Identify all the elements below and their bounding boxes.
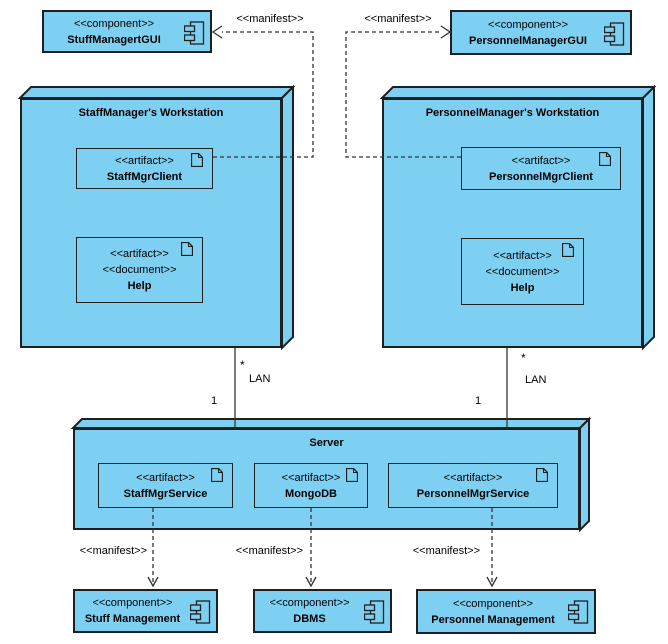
- manifest-arrowhead: [306, 577, 316, 586]
- artifact-staffmgrclient[interactable]: [76, 148, 213, 189]
- lan-right-multiplicity-workstation: *: [521, 351, 526, 365]
- document-icon: [211, 468, 223, 482]
- node-title: PersonnelManager's Workstation: [425, 107, 600, 119]
- component-dbms[interactable]: [253, 589, 392, 633]
- component-personnel-management[interactable]: [416, 589, 596, 634]
- component-icon: [568, 600, 589, 625]
- manifest-label-bottom-2: <<manifest>>: [235, 545, 303, 557]
- component-name-label: StuffManagertGUI: [67, 33, 161, 46]
- artifact-stereotype-label: <<artifact>>: [115, 154, 174, 167]
- artifact-stereotype-label: <<artifact>>: [136, 471, 195, 484]
- node-title: StaffManager's Workstation: [78, 107, 224, 119]
- workstation-right-node-top-face[interactable]: [382, 87, 654, 98]
- manifest-label-top-left: <<manifest>>: [236, 13, 304, 25]
- artifact-personnelmgrservice[interactable]: [388, 463, 558, 508]
- component-icon: [604, 22, 625, 47]
- artifact-help-left[interactable]: [76, 237, 203, 303]
- artifact-help-right[interactable]: [461, 238, 584, 305]
- artifact-mongodb[interactable]: [254, 463, 368, 508]
- artifact-name-label: PersonnelMgrService: [416, 487, 530, 500]
- component-name-label: DBMS: [293, 613, 326, 625]
- document-stereotype-label: <<document>>: [102, 264, 177, 276]
- lan-left-multiplicity-workstation: *: [240, 358, 245, 372]
- manifest-label-top-right: <<manifest>>: [364, 13, 432, 25]
- workstation-right-node-side-face[interactable]: [643, 87, 654, 348]
- artifact-name-label: Help: [127, 280, 152, 292]
- document-icon: [181, 242, 193, 256]
- artifact-name-label: MongoDB: [285, 487, 337, 500]
- artifact-stereotype-label: <<artifact>>: [443, 471, 503, 484]
- artifact-staffmgrservice[interactable]: [98, 463, 233, 508]
- node-staffmanager-workstation[interactable]: [20, 98, 282, 348]
- document-icon: [562, 243, 574, 257]
- lan-left-label: LAN: [249, 373, 271, 385]
- component-icon: [364, 600, 385, 625]
- component-stereotype-label: <<component>>: [73, 17, 155, 30]
- artifact-name-label: PersonnelMgrClient: [489, 170, 593, 183]
- workstation-left-node-side-face[interactable]: [282, 87, 293, 348]
- manifest-arrowhead: [487, 577, 497, 586]
- manifest-arrowhead: [213, 26, 222, 38]
- node-personnelmanager-workstation[interactable]: [382, 98, 643, 348]
- server-node-top-face[interactable]: [73, 419, 589, 428]
- lan-right-label: LAN: [525, 374, 547, 386]
- component-name-label: Personnel Management: [431, 613, 555, 626]
- component-stuffmanagertgui[interactable]: [42, 10, 212, 53]
- lan-right-multiplicity-server: 1: [474, 395, 482, 407]
- workstation-left-node-top-face[interactable]: [20, 87, 293, 98]
- artifact-name-label: StaffMgrService: [123, 487, 208, 500]
- lan-left-multiplicity-server: 1: [210, 395, 218, 407]
- component-personnelmanagergui[interactable]: [450, 10, 632, 55]
- artifact-name-label: StaffMgrClient: [106, 170, 183, 183]
- component-stuff-management[interactable]: [73, 589, 218, 633]
- component-stereotype-label: <<component>>: [452, 597, 534, 610]
- manifest-label-bottom-1: <<manifest>>: [79, 545, 147, 557]
- manifest-arrowhead: [148, 577, 158, 586]
- artifact-stereotype-label: <<artifact>>: [493, 249, 552, 262]
- artifact-name-label: Help: [510, 281, 535, 294]
- manifest-label-bottom-3: <<manifest>>: [412, 545, 480, 557]
- server-node-side-face[interactable]: [580, 419, 589, 530]
- component-stereotype-label: <<component>>: [487, 18, 569, 31]
- document-icon: [191, 153, 203, 167]
- component-name-label: Stuff Management: [84, 613, 181, 625]
- artifact-stereotype-label: <<artifact>>: [511, 154, 571, 167]
- component-icon: [184, 21, 205, 46]
- document-stereotype-label: <<document>>: [485, 265, 560, 278]
- artifact-stereotype-label: <<artifact>>: [281, 471, 341, 484]
- node-title: Server: [309, 437, 344, 449]
- document-icon: [346, 468, 358, 482]
- document-icon: [536, 468, 548, 482]
- component-name-label: PersonnelManagerGUI: [469, 34, 587, 47]
- component-stereotype-label: <<component>>: [269, 597, 350, 609]
- artifact-stereotype-label: <<artifact>>: [110, 248, 169, 260]
- document-icon: [599, 152, 611, 166]
- manifest-arrowhead: [441, 26, 450, 38]
- artifact-personnelmgrclient[interactable]: [461, 147, 621, 190]
- component-icon: [190, 600, 211, 625]
- component-stereotype-label: <<component>>: [92, 597, 173, 609]
